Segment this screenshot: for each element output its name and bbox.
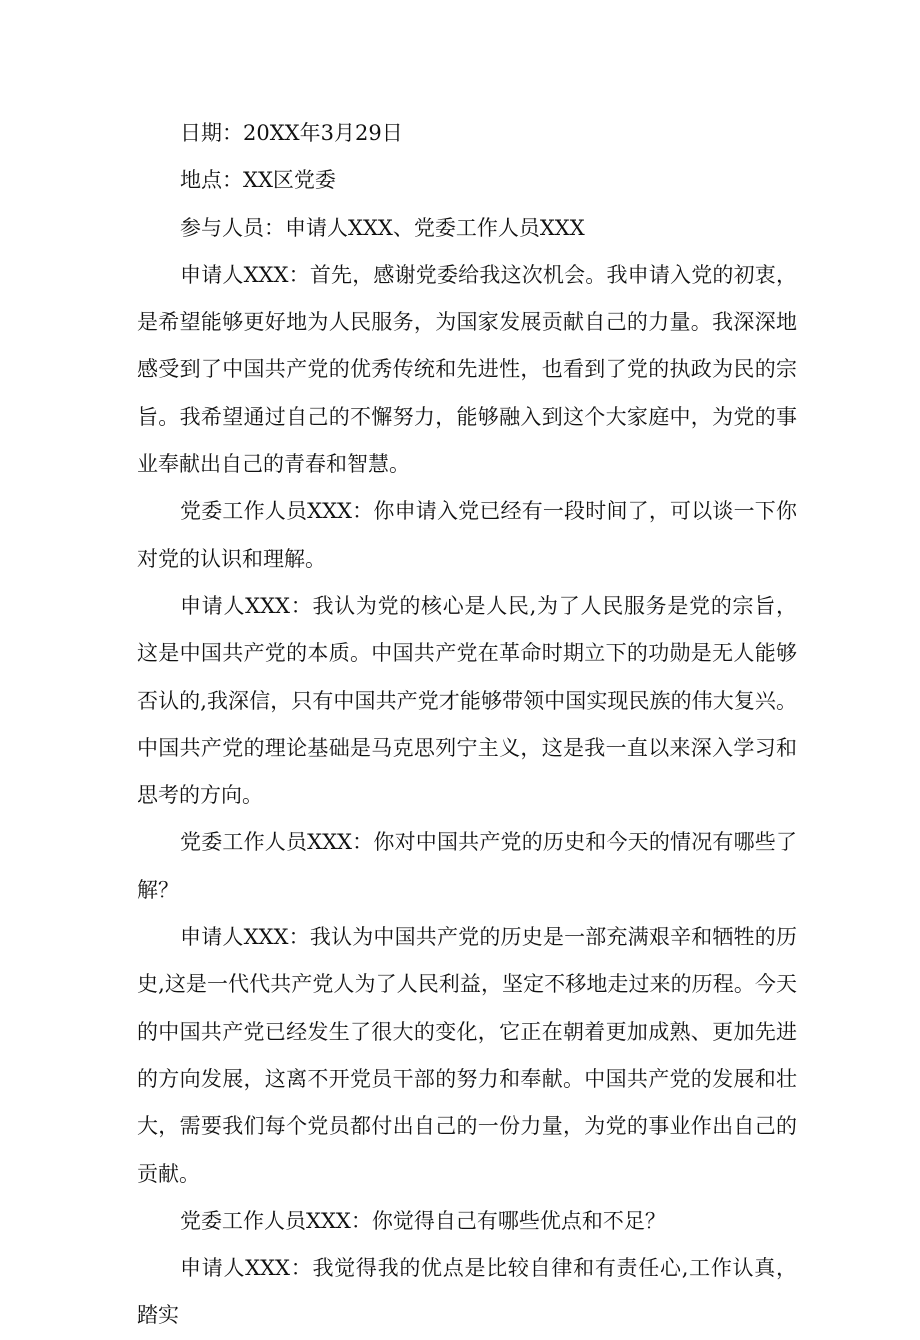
dialogue-paragraph <box>137 252 797 488</box>
dialogue-text: 你觉得自己有哪些优点和不足？ <box>371 1208 666 1233</box>
dialogue-paragraph <box>137 488 797 583</box>
speaker-label: 申请人XXX： <box>180 925 310 950</box>
meeting-location: 地点：XX区党委 <box>180 168 336 193</box>
dialogue-paragraph <box>137 583 797 819</box>
dialogue-text: 你申请入党已经有一段时间了，可以谈一下你对党的认识和理解。 <box>137 499 797 571</box>
speaker-label: 申请人XXX： <box>180 262 310 287</box>
dialogue-text: 我认为党的核心是人民,为了人民服务是党的宗旨，这是中国共产党的本质。中国共产党在革命时期立下的功勋是无人能够否认的,我深信，只有中国共产党才能够带领中国实现民族的伟大复兴。中国共产党的理论基础是马克思列宁主义，这是我一直以来深入学习和思考的方向。 <box>137 593 797 808</box>
dialogue-paragraph <box>137 914 797 1198</box>
speaker-label: 党委工作人员XXX： <box>180 1208 372 1233</box>
dialogue-paragraph <box>137 819 797 914</box>
speaker-label: 党委工作人员XXX： <box>180 499 374 524</box>
dialogue-text: 我觉得我的优点是比较自律和有责任心,工作认真，踏实 <box>137 1256 797 1328</box>
meeting-date: 日期：20XX年3月29日 <box>180 121 403 145</box>
dialogue-paragraph <box>137 1198 797 1245</box>
document-body <box>137 110 797 1340</box>
dialogue-paragraph <box>137 1245 797 1340</box>
speaker-label: 申请人XXX： <box>180 1256 313 1281</box>
speaker-label: 党委工作人员XXX： <box>180 830 374 855</box>
meeting-participants: 参与人员：申请人XXX、党委工作人员XXX <box>180 215 585 240</box>
speaker-label: 申请人XXX： <box>180 593 313 618</box>
dialogue-text: 你对中国共产党的历史和今天的情况有哪些了解？ <box>137 830 797 902</box>
dialogue-text: 首先，感谢党委给我这次机会。我申请入党的初衷，是希望能够更好地为人民服务，为国家发展贡献自己的力量。我深深地感受到了中国共产党的优秀传统和先进性，也看到了党的执政为民的宗旨。我希望通过自己的不懈努力，能够融入到这个大家庭中，为党的事业奉献出自己的青春和智慧。 <box>137 262 797 477</box>
dialogue-text: 我认为中国共产党的历史是一部充满艰辛和牺牲的历史,这是一代代共产党人为了人民利益，坚定不移地走过来的历程。今天的中国共产党已经发生了很大的变化，它正在朝着更加成熟、更加先进的方向发展，这离不开党员干部的努力和奉献。中国共产党的发展和壮大，需要我们每个党员都付出自己的一份力量，为党的事业作出自己的贡献。 <box>137 925 797 1186</box>
